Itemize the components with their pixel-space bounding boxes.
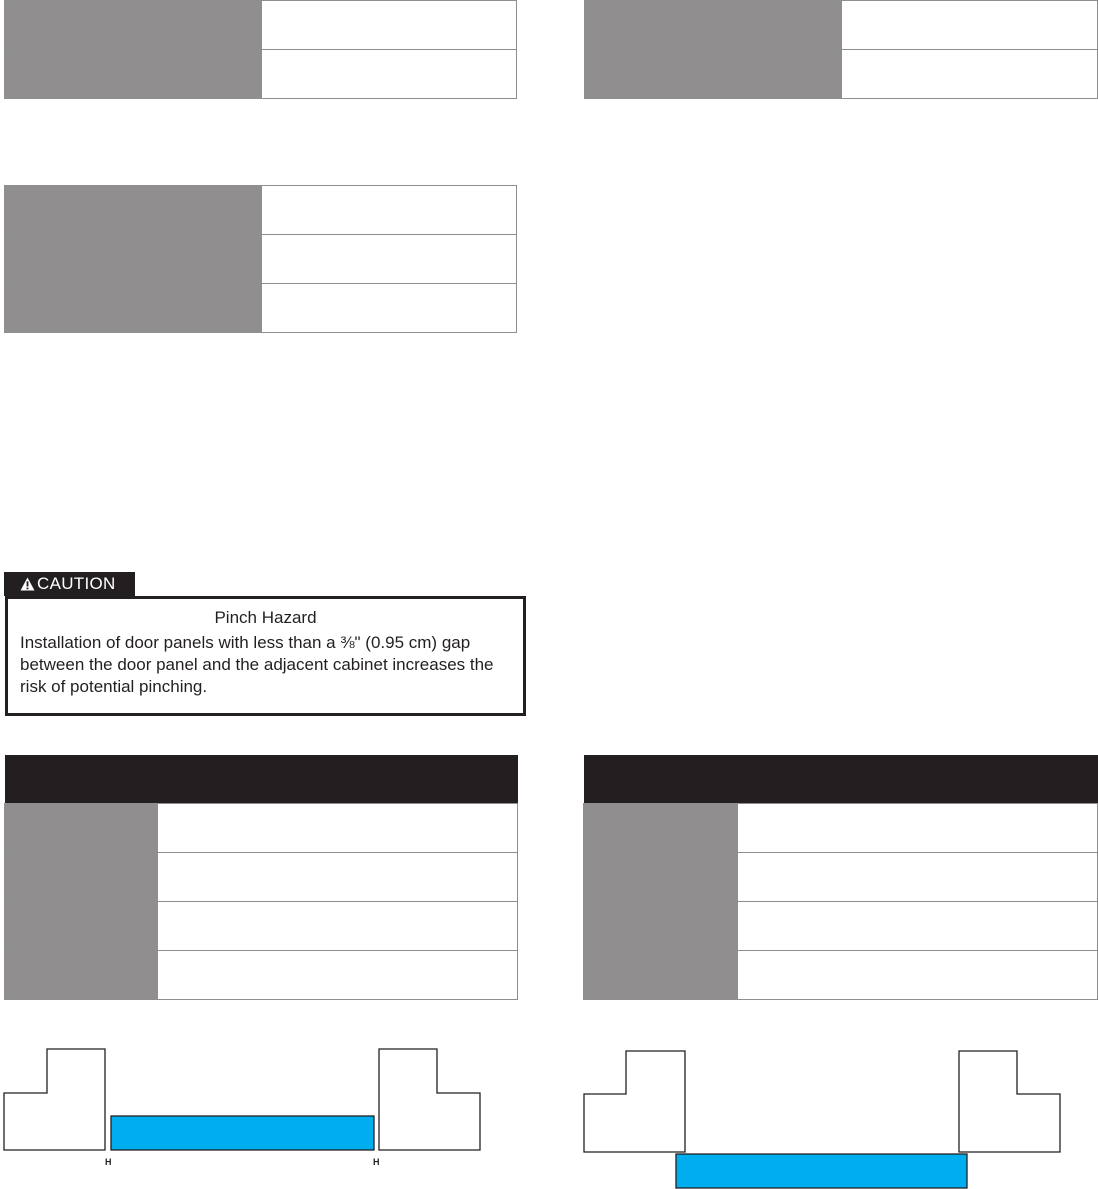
table-header-row — [5, 755, 518, 804]
label-cell — [585, 1, 842, 50]
caution-body: Installation of door panels with less than a ⅜" (0.95 cm) gap between the door panel and the adjacent cabinet increases the risk of potential pinching. — [20, 633, 494, 696]
table-row — [5, 186, 517, 235]
overlay-panel-diagram — [580, 1045, 1065, 1189]
label-cell — [584, 853, 738, 902]
value-cell — [738, 902, 1098, 951]
label-cell — [5, 902, 158, 951]
gap-marker-left: H — [105, 1157, 112, 1167]
table-row — [5, 902, 518, 951]
label-cell — [5, 50, 262, 99]
label-cell — [5, 186, 262, 235]
table-header-row — [584, 755, 1098, 804]
caution-title: Pinch Hazard — [214, 608, 317, 627]
label-cell — [5, 284, 262, 333]
table-row — [5, 1, 517, 50]
label-cell — [584, 804, 738, 853]
table-row — [5, 853, 518, 902]
left-cabinet — [584, 1051, 685, 1152]
value-cell — [158, 951, 518, 1000]
table-row — [584, 902, 1098, 951]
table-header — [5, 755, 518, 804]
caution-label-text: CAUTION — [37, 574, 116, 593]
table-row — [584, 804, 1098, 853]
inset-panel-diagram — [0, 1045, 500, 1175]
table-row — [5, 804, 518, 853]
value-cell — [842, 50, 1098, 99]
table-bottom-right — [583, 755, 1098, 1000]
table-header — [584, 755, 1098, 804]
table-row — [584, 951, 1098, 1000]
value-cell — [262, 1, 517, 50]
table-top-right — [584, 0, 1098, 99]
label-cell — [585, 50, 842, 99]
left-cabinet — [4, 1049, 105, 1150]
label-cell — [5, 235, 262, 284]
value-cell — [738, 804, 1098, 853]
label-cell — [5, 1, 262, 50]
value-cell — [262, 50, 517, 99]
value-cell — [262, 284, 517, 333]
table-middle-left — [4, 185, 517, 333]
value-cell — [738, 853, 1098, 902]
caution-label — [4, 572, 135, 596]
table-top-left — [4, 0, 517, 99]
label-cell — [5, 853, 158, 902]
value-cell — [158, 853, 518, 902]
label-cell — [584, 951, 738, 1000]
table-bottom-left — [4, 755, 518, 1000]
door-panel — [676, 1154, 967, 1188]
caution-box — [5, 596, 526, 716]
gap-marker-right: H — [373, 1157, 380, 1167]
value-cell — [262, 235, 517, 284]
value-cell — [158, 902, 518, 951]
label-cell — [584, 902, 738, 951]
table-row — [585, 50, 1098, 99]
value-cell — [262, 186, 517, 235]
value-cell — [842, 1, 1098, 50]
table-row — [5, 50, 517, 99]
value-cell — [738, 951, 1098, 1000]
table-row — [585, 1, 1098, 50]
door-panel — [111, 1116, 374, 1150]
right-cabinet — [959, 1051, 1060, 1152]
table-row — [584, 853, 1098, 902]
label-cell — [5, 804, 158, 853]
label-cell — [5, 951, 158, 1000]
value-cell — [158, 804, 518, 853]
table-row — [5, 284, 517, 333]
right-cabinet — [379, 1049, 480, 1150]
table-row — [5, 951, 518, 1000]
table-row — [5, 235, 517, 284]
warning-triangle-icon — [20, 577, 35, 591]
